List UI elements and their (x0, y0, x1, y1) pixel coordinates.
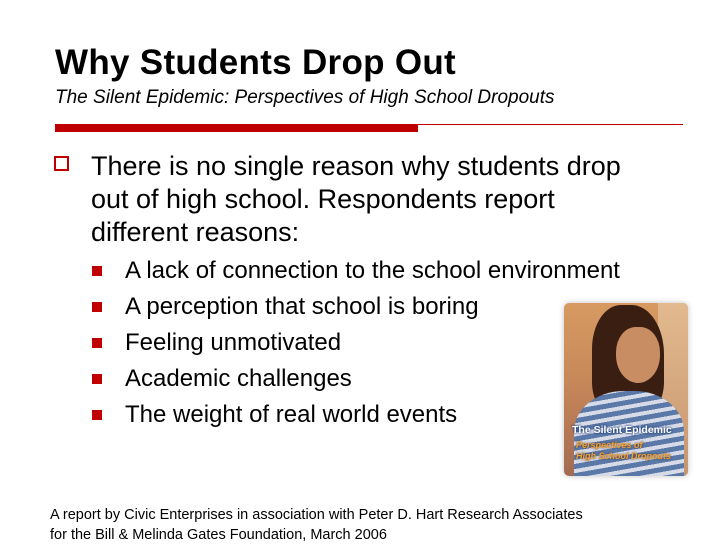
reason-text: Academic challenges (125, 365, 352, 392)
footer-line-2: for the Bill & Melinda Gates Foundation, March 2006 (50, 527, 387, 543)
cover-subtitle-line2: High School Dropouts (576, 451, 671, 461)
hollow-square-bullet-icon (54, 156, 69, 171)
slide-title: Why Students Drop Out (55, 43, 456, 82)
reasons-list (92, 253, 620, 433)
footer-line-1: A report by Civic Enterprises in association with Peter D. Hart Research Associates (50, 507, 583, 523)
cover-subtitle-line1: Perspectives of (576, 440, 643, 450)
square-bullet-icon (92, 410, 102, 420)
cover-title: The Silent Epidemic (572, 424, 672, 436)
reason-text: The weight of real world events (125, 401, 458, 428)
square-bullet-icon (92, 374, 102, 384)
square-bullet-icon (92, 266, 102, 276)
list-item (92, 361, 620, 397)
cover-subtitle (576, 440, 671, 462)
title-rule-thick (55, 124, 418, 132)
square-bullet-icon (92, 302, 102, 312)
cover-face (616, 327, 660, 383)
list-item (92, 289, 620, 325)
list-item (92, 253, 620, 289)
square-bullet-icon (92, 338, 102, 348)
list-item (92, 325, 620, 361)
main-bullet (54, 150, 654, 249)
reason-text: A lack of connection to the school environment (125, 257, 620, 284)
list-item (92, 397, 620, 433)
reason-text: Feeling unmotivated (125, 329, 342, 356)
slide-subtitle: The Silent Epidemic: Perspectives of High School Dropouts (55, 87, 555, 108)
footer-citation (50, 505, 583, 545)
report-cover-image (564, 303, 688, 476)
reason-text: A perception that school is boring (125, 293, 479, 320)
main-bullet-text: There is no single reason why students drop out of high school. Respondents report different reasons: (91, 151, 621, 247)
